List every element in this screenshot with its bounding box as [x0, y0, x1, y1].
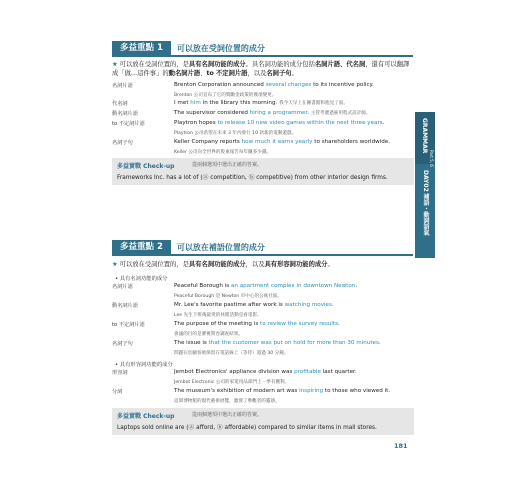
example-translation: 會議的目的是審視問卷調查結果。	[174, 332, 243, 337]
example-sentence: The museum's exhibition of modern art was inspiring to those who viewed it.	[174, 388, 391, 394]
example-sentence: Playtron hopes to release 10 new video games within the next three years.	[174, 120, 385, 126]
subheading-noun-function: • 具有名詞功能的成分	[115, 276, 168, 282]
section1-intro: ★ 可以放在受詞位置的，是具有名詞功能的成分。具名詞功能的成分包括名詞片語、代名詞，還有可以翻譯成「做…這件事」的動名詞片語、to 不定詞片語，以及名詞子句。	[112, 61, 410, 77]
example-translation: Peaceful Borough 是 Newton 市中心的公寓社區。	[174, 294, 283, 299]
star-icon: ★	[112, 61, 118, 68]
example-label: 動名詞片語	[112, 111, 138, 117]
section2-intro: ★ 可以放在受詞位置的，是具有名詞功能的成分，以及具有形容詞功能的成分。	[112, 261, 334, 268]
example-sentence: The supervisor considered hiring a programmer. 主管考慮過雇用程式設計師。	[174, 110, 371, 116]
checkup-question: Laptops sold online are (ⓐ afford, ⓑ affordable) compared to similar items in mall stores.	[117, 425, 377, 431]
example-translation: Jembot Electronic 公司的家電用品部門上一季有獲利。	[174, 380, 290, 385]
example-sentence: Jembot Electronics' appliance division was profitable last quarter.	[174, 369, 357, 375]
checkup-instruction: 從兩個選項中選出正確的答案。	[192, 412, 263, 418]
section2-badge: 多益重點 2	[112, 240, 171, 254]
checkup-title: 多益實戰 Check-up	[117, 163, 175, 170]
section2-title: 可以放在補語位置的成分	[176, 242, 265, 252]
checkup-title: 多益實戰 Check-up	[117, 413, 175, 420]
example-translation: Keller 公司向全世界的股東報告每年賺多少錢。	[174, 150, 272, 155]
example-translation: 這間博物館的現代藝術展覽，激發了參觀者的靈感。	[174, 399, 280, 404]
example-label: 名詞子句	[112, 341, 133, 347]
example-label: 名詞片語	[112, 284, 133, 290]
example-sentence: Mr. Lee's favorite pastime after work is watching movies.	[174, 302, 334, 308]
star-icon: ★	[112, 261, 118, 268]
example-translation: 問題在於顧客被保留在電話線上（等待）超過 30 分鐘。	[174, 351, 289, 356]
section1-header	[112, 41, 265, 55]
section1-title: 可以放在受詞位置的成分	[176, 43, 265, 53]
example-label: 形容詞	[112, 370, 128, 376]
example-label: 名詞子句	[112, 140, 133, 146]
section2-header	[112, 240, 265, 254]
section2-divider	[112, 254, 413, 256]
example-label: 名詞片語	[112, 83, 133, 89]
section1-checkup	[112, 158, 414, 185]
section2-checkup	[112, 408, 414, 435]
day-label: DAY02 補語・動詞語氣	[422, 170, 429, 236]
checkup-question: Frameworks Inc. has a lot of (ⓐ competition, ⓑ competitive) from other interior design firms.	[117, 175, 388, 181]
example-label: 動名詞片語	[112, 303, 138, 309]
section1-divider	[112, 55, 413, 57]
example-sentence: The issue is that the customer was put on hold for more than 30 minutes.	[174, 340, 381, 346]
example-translation: Playtron 公司希望在未來 3 年內發行 10 款新的電動遊戲。	[174, 131, 297, 136]
section1-badge: 多益重點 1	[112, 41, 171, 55]
grammar-label: GRAMMAR	[421, 118, 428, 154]
example-translation: Brenton 公司宣布了它的獎勵金政策的幾項變更。	[174, 93, 277, 98]
example-sentence: I met him in the library this morning. 我今天早上在圖書館和他見了面。	[174, 100, 348, 106]
subheading-adjective-function: • 具有形容詞功能的成分	[115, 362, 173, 368]
example-label: 代名詞	[112, 101, 128, 107]
example-sentence: Keller Company reports how much it earns yearly to shareholders worldwide.	[174, 139, 391, 145]
example-translation: Lee 先生下班後最愛的休閒活動是看電影。	[174, 313, 262, 318]
grammar-part-label: Part 5, 6	[429, 150, 434, 167]
example-label: 分詞	[112, 389, 123, 395]
example-sentence: Brenton Corporation announced several changes to its incentive policy.	[174, 82, 374, 88]
page-number: 181	[394, 442, 408, 450]
checkup-instruction: 從兩個選項中選出正確的答案。	[192, 162, 263, 168]
example-sentence: The purpose of the meeting is to review the survey results.	[174, 321, 340, 327]
example-label: to 不定詞片語	[112, 121, 145, 127]
example-sentence: Peaceful Borough is an apartment complex in downtown Newton.	[174, 283, 358, 289]
example-label: to 不定詞片語	[112, 322, 145, 328]
